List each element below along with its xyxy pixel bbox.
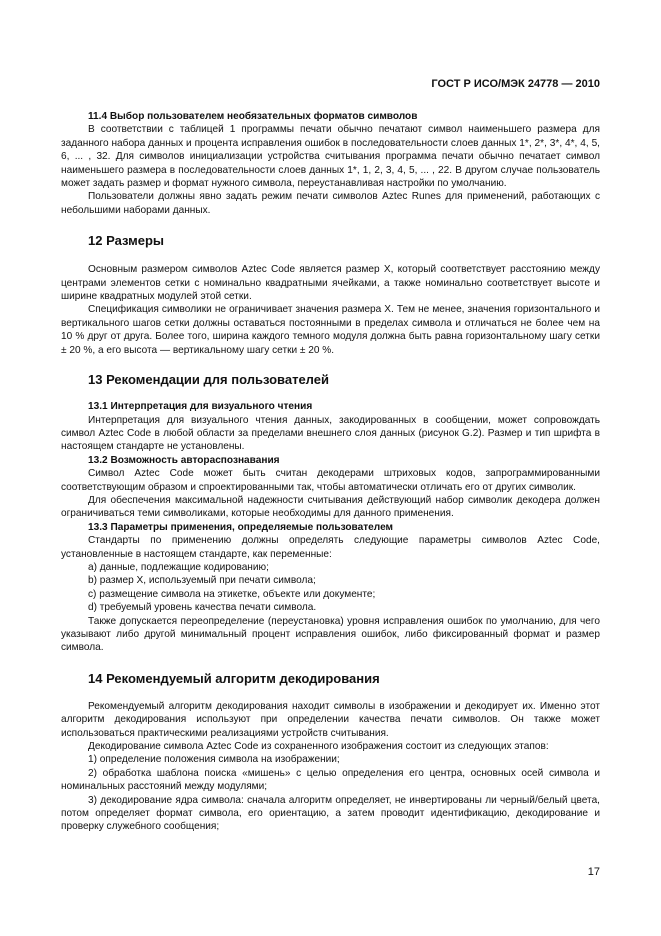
- section-13-1-title: 13.1 Интерпретация для визуального чтения: [88, 401, 313, 413]
- section-14-paragraph-2: Декодирование символа Aztec Code из сохраненного изображения состоит из следующих этапов:: [88, 741, 549, 753]
- step-item: 3) декодирование ядра символа: сначала алгоритм определяет, не инвертированы ли черный/белый цвета, потом определяет формат символа, его ориентацию, а затем проводит идентификацию, декодирование и проверку служебного сообщения;: [61, 794, 600, 833]
- step-item: 1) определение положения символа на изображении;: [88, 754, 340, 766]
- list-item: d) требуемый уровень качества печати символа.: [88, 602, 317, 614]
- document-body: [61, 110, 600, 834]
- section-11-4-paragraph-1: В соответствии с таблицей 1 программы печати обычно печатают символ наименьшего размера для заданного набора данных и процента исправления ошибок в последовательности слоев данных 1*, 2*, 3*, 4*, 4, 5, 6, ... , 32. Для символов инициализации устройства считывания программа печати обычно печатает символ наименьшего размера в последовательности слоев данных 1*, 1, 2, 3, 4, 5, ... , 22. В другом случае пользователь может задать размер и формат нужного символа, переустанавливая настройки по умолчанию.: [61, 124, 600, 190]
- page-header: ГОСТ Р ИСО/МЭК 24778 — 2010: [431, 78, 600, 90]
- list-item: b) размер X, используемый при печати символа;: [88, 575, 316, 587]
- page-number: 17: [587, 866, 600, 878]
- section-13-title: 13 Рекомендации для пользователей: [88, 372, 329, 388]
- section-13-2-paragraph-2: Для обеспечения максимальной надежности считывания действующий набор символик декодера должен ограничиваться теми символиками, которые необходимы для данного применения.: [61, 494, 600, 520]
- section-11-4-paragraph-2: Пользователи должны явно задать режим печати символов Aztec Runes для применений, работающих с небольшими наборами данных.: [61, 191, 600, 216]
- section-12-paragraph-1: Основным размером символов Aztec Code является размер X, который соответствует расстоянию между центрами элементов сетки с номинально квадратными ячейками, а также номинально соответствует высоте и ширине квадратных модулей этой сетки.: [61, 264, 600, 303]
- section-13-3-paragraph-1: Стандарты по применению должны определять следующие параметры символов Aztec Code, установленные в настоящем стандарте, как переменные:: [61, 535, 600, 560]
- section-14-title: 14 Рекомендуемый алгоритм декодирования: [88, 670, 380, 686]
- list-item: a) данные, подлежащие кодированию;: [88, 561, 269, 573]
- section-13-2-paragraph-1: Символ Aztec Code может быть считан декодерами штриховых кодов, запрограммированными соответствующим образом и спроектированными так, чтобы автоматически отличать его от других символик.: [61, 468, 600, 493]
- section-12-paragraph-2: Спецификация символики не ограничивает значения размера X. Тем не менее, значения горизонтального и вертикального шагов сетки должны оставаться постоянными в пределах символа и отличаться не более чем на 10 % друг от друга. Более того, ширина каждого темного модуля должна быть равна горизонтальному шагу сетки ± 20 %, а его высота — вертикальному шагу сетки ± 20 %.: [61, 304, 600, 356]
- list-item: c) размещение символа на этикетке, объекте или документе;: [88, 588, 376, 600]
- section-13-3-paragraph-2: Также допускается переопределение (переустановка) уровня исправления ошибок по умолчанию, для чего указывают либо другой минимальный процент исправления ошибок, либо фиксированный формат и размер символа.: [61, 615, 600, 654]
- section-13-3-title: 13.3 Параметры применения, определяемые пользователем: [88, 521, 394, 533]
- section-13-2-title: 13.2 Возможность автораспознавания: [88, 454, 280, 466]
- section-14-paragraph-1: Рекомендуемый алгоритм декодирования находит символы в изображении и декодирует их. Именно этот алгоритм декодирования используют при определении качества печати символов. Он также может использоваться практическими реализациями устройств считывания.: [61, 700, 600, 739]
- step-item: 2) обработка шаблона поиска «мишень» с целью определения его центра, основных осей символа и номинальных расстояний между модулями;: [61, 767, 600, 793]
- section-13-1-paragraph: Интерпретация для визуального чтения данных, закодированных в сообщении, может сопровождать символ Aztec Code в любой области за пределами внешнего слоя данных (рисунок G.2). Размер и тип шрифта в настоящем стандарте не установлены.: [61, 414, 600, 453]
- section-11-4-title: 11.4 Выбор пользователем необязательных форматов символов: [88, 111, 418, 122]
- section-12-title: 12 Размеры: [88, 233, 164, 249]
